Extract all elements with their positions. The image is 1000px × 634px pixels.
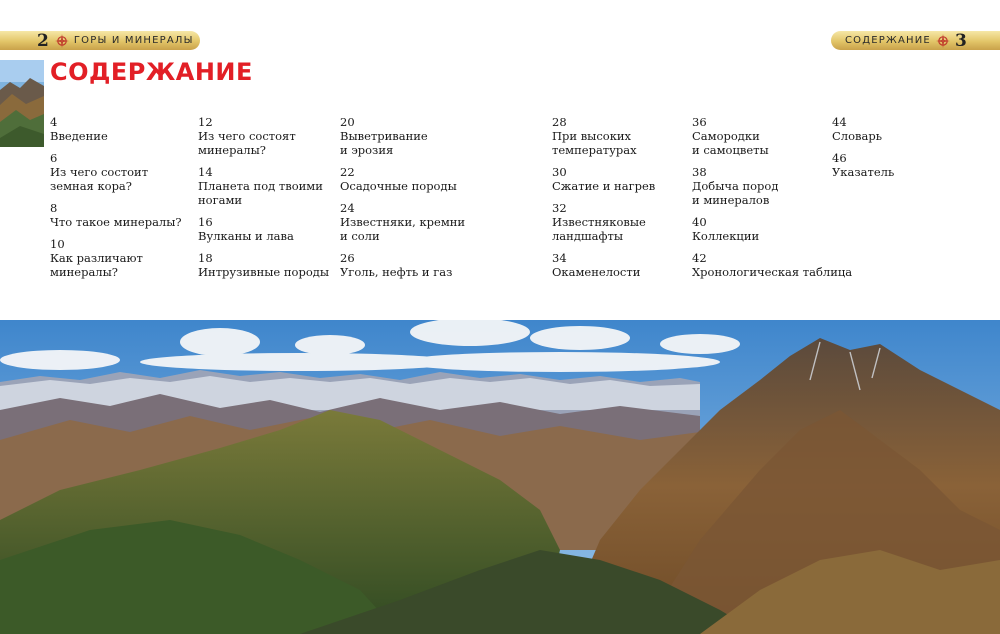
left-section-label: ГОРЫ И МИНЕРАЛЫ: [73, 35, 194, 46]
toc-entry[interactable]: [552, 115, 655, 157]
toc-entry[interactable]: [832, 151, 894, 179]
toc-page-number: 20: [340, 115, 355, 129]
toc-page-number: 22: [340, 165, 355, 179]
toc-page-number: 32: [552, 201, 567, 215]
toc-page-number: 24: [340, 201, 355, 215]
toc-page-number: 12: [198, 115, 213, 129]
toc-entry-title: Из чего состоит земная кора?: [50, 165, 149, 193]
toc-page-number: 10: [50, 237, 65, 251]
toc-entry-title: Из чего состоят минералы?: [198, 129, 296, 157]
toc-entry-title: Известняки, кремни и соли: [340, 215, 466, 243]
toc-entry-title: Коллекции: [692, 229, 760, 243]
toc-entry[interactable]: [692, 115, 852, 157]
toc-page-number: 26: [340, 251, 355, 265]
toc-page-number: 8: [50, 201, 58, 215]
toc-entry[interactable]: [340, 115, 465, 157]
toc-page-number: 40: [692, 215, 707, 229]
toc-page-number: 18: [198, 251, 213, 265]
toc-entry[interactable]: [198, 115, 329, 157]
toc-entry-title: Добыча пород и минералов: [692, 179, 779, 207]
toc-entry[interactable]: [198, 165, 329, 207]
toc-entry-title: Уголь, нефть и газ: [340, 265, 453, 279]
toc-column-5: [692, 115, 852, 287]
toc-entry[interactable]: [552, 201, 655, 243]
toc-entry-title: Сжатие и нагрев: [552, 179, 656, 193]
mountain-panorama-photo: [0, 320, 1000, 634]
toc-page-number: 16: [198, 215, 213, 229]
toc-column-4: [552, 115, 655, 287]
right-section-label: СОДЕРЖАНИЕ: [845, 35, 931, 46]
compass-rose-icon: [55, 34, 69, 48]
toc-page-number: 38: [692, 165, 707, 179]
page-title: СОДЕРЖАНИЕ: [50, 58, 253, 86]
toc-entry-title: Известняковые ландшафты: [552, 215, 646, 243]
toc-entry[interactable]: [50, 151, 182, 193]
toc-column-1: [50, 115, 182, 287]
toc-entry-title: Что такое минералы?: [50, 215, 182, 229]
toc-entry-title: Выветривание и эрозия: [340, 129, 428, 157]
toc-entry[interactable]: [50, 201, 182, 229]
toc-page-number: 28: [552, 115, 567, 129]
toc-entry-title: Самородки и самоцветы: [692, 129, 769, 157]
compass-rose-icon: [936, 34, 950, 48]
left-page-number: 2: [37, 30, 49, 51]
toc-entry[interactable]: [692, 251, 852, 279]
toc-entry[interactable]: [340, 201, 465, 243]
toc-column-3: [340, 115, 465, 287]
toc-entry-title: Введение: [50, 129, 108, 143]
right-header-tab: [831, 31, 1000, 50]
toc-page-number: 36: [692, 115, 707, 129]
toc-entry[interactable]: [692, 215, 852, 243]
toc-page-number: 34: [552, 251, 567, 265]
toc-entry-title: Хронологическая таблица: [692, 265, 853, 279]
toc-entry[interactable]: [50, 237, 182, 279]
toc-entry-title: Словарь: [832, 129, 882, 143]
left-header-tab: [0, 31, 200, 50]
toc-entry[interactable]: [552, 251, 655, 279]
toc-entry[interactable]: [198, 251, 329, 279]
toc-page-number: 44: [832, 115, 847, 129]
toc-entry-title: При высоких температурах: [552, 129, 637, 157]
toc-entry-title: Планета под твоими ногами: [198, 179, 323, 207]
mountain-thumbnail: [0, 60, 44, 147]
toc-page-number: 6: [50, 151, 58, 165]
toc-entry-title: Интрузивные породы: [198, 265, 329, 279]
toc-entry-title: Как различают минералы?: [50, 251, 143, 279]
toc-entry[interactable]: [340, 251, 465, 279]
toc-page-number: 46: [832, 151, 847, 165]
toc-page-number: 30: [552, 165, 567, 179]
toc-entry[interactable]: [340, 165, 465, 193]
right-page-number: 3: [954, 30, 967, 51]
toc-entry[interactable]: [692, 165, 852, 207]
toc-entry-title: Осадочные породы: [340, 179, 457, 193]
toc-page-number: 14: [198, 165, 213, 179]
toc-entry[interactable]: [198, 215, 329, 243]
toc-entry-title: Вулканы и лава: [198, 229, 294, 243]
toc-entry[interactable]: [832, 115, 894, 143]
toc-entry[interactable]: [50, 115, 182, 143]
toc-page-number: 42: [692, 251, 707, 265]
toc-entry[interactable]: [552, 165, 655, 193]
toc-column-2: [198, 115, 329, 287]
toc-page-number: 4: [50, 115, 58, 129]
toc-entry-title: Окаменелости: [552, 265, 641, 279]
toc-column-6: [832, 115, 894, 187]
toc-entry-title: Указатель: [832, 165, 895, 179]
